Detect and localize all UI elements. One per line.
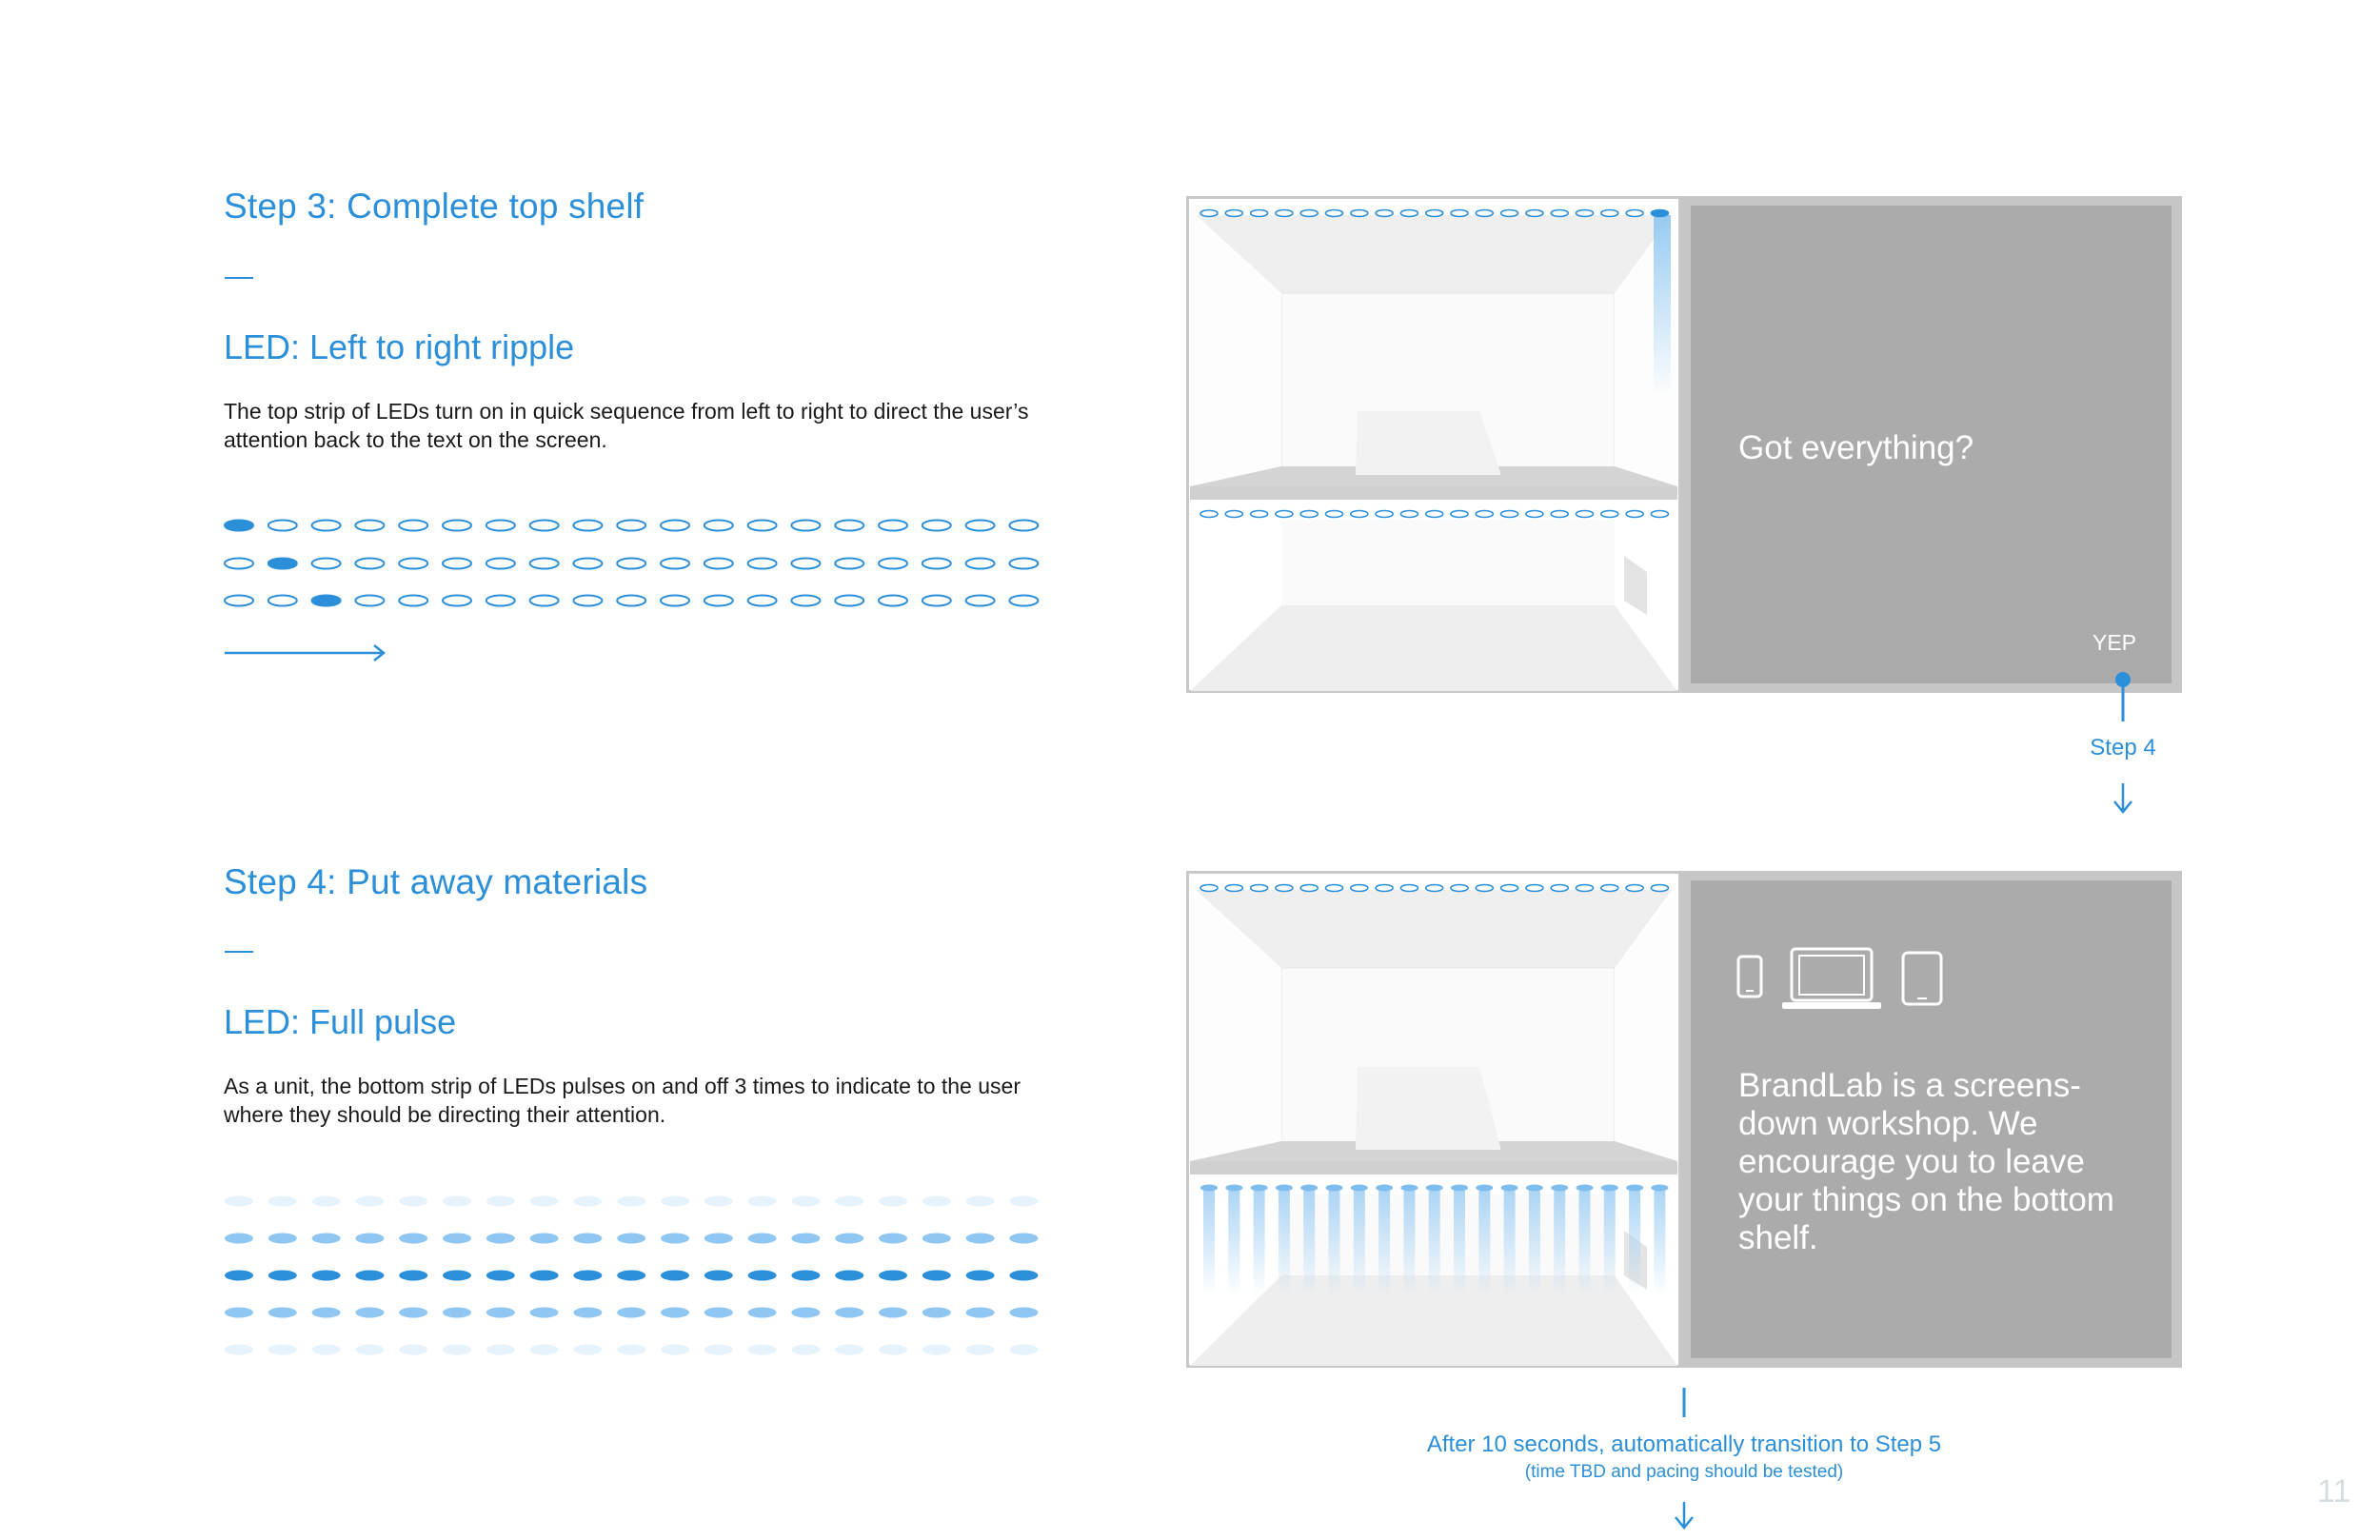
step4-led-title: LED: Full pulse (224, 1002, 457, 1041)
step4-link-label[interactable]: Step 4 (2090, 735, 2156, 760)
step3-led-title: LED: Left to right ripple (224, 327, 575, 366)
step3-title: Step 3: Complete top shelf (224, 187, 645, 226)
transition-note: After 10 seconds, automatically transition to Step 5 (1426, 1431, 1942, 1457)
step4-title: Step 4: Put away materials (224, 862, 648, 901)
step4-screen-text: BrandLab is a screens-down workshop. We encourage you to leave your things on the bottom shelf. (1738, 1067, 2114, 1256)
step3-screen-text: Got everything? (1738, 429, 1974, 466)
transition-subnote: (time TBD and pacing should be tested) (1524, 1462, 1844, 1482)
step3-description: The top strip of LEDs turn on in quick sequence from left to right to direct the user’s attention back to the text on the screen. (224, 399, 1029, 452)
yep-button[interactable]: YEP (2092, 630, 2137, 655)
page-number: 11 (2317, 1473, 2351, 1510)
step4-description: As a unit, the bottom strip of LEDs pulses on and off 3 times to indicate to the user where they should be directing their attention. (224, 1074, 1021, 1127)
